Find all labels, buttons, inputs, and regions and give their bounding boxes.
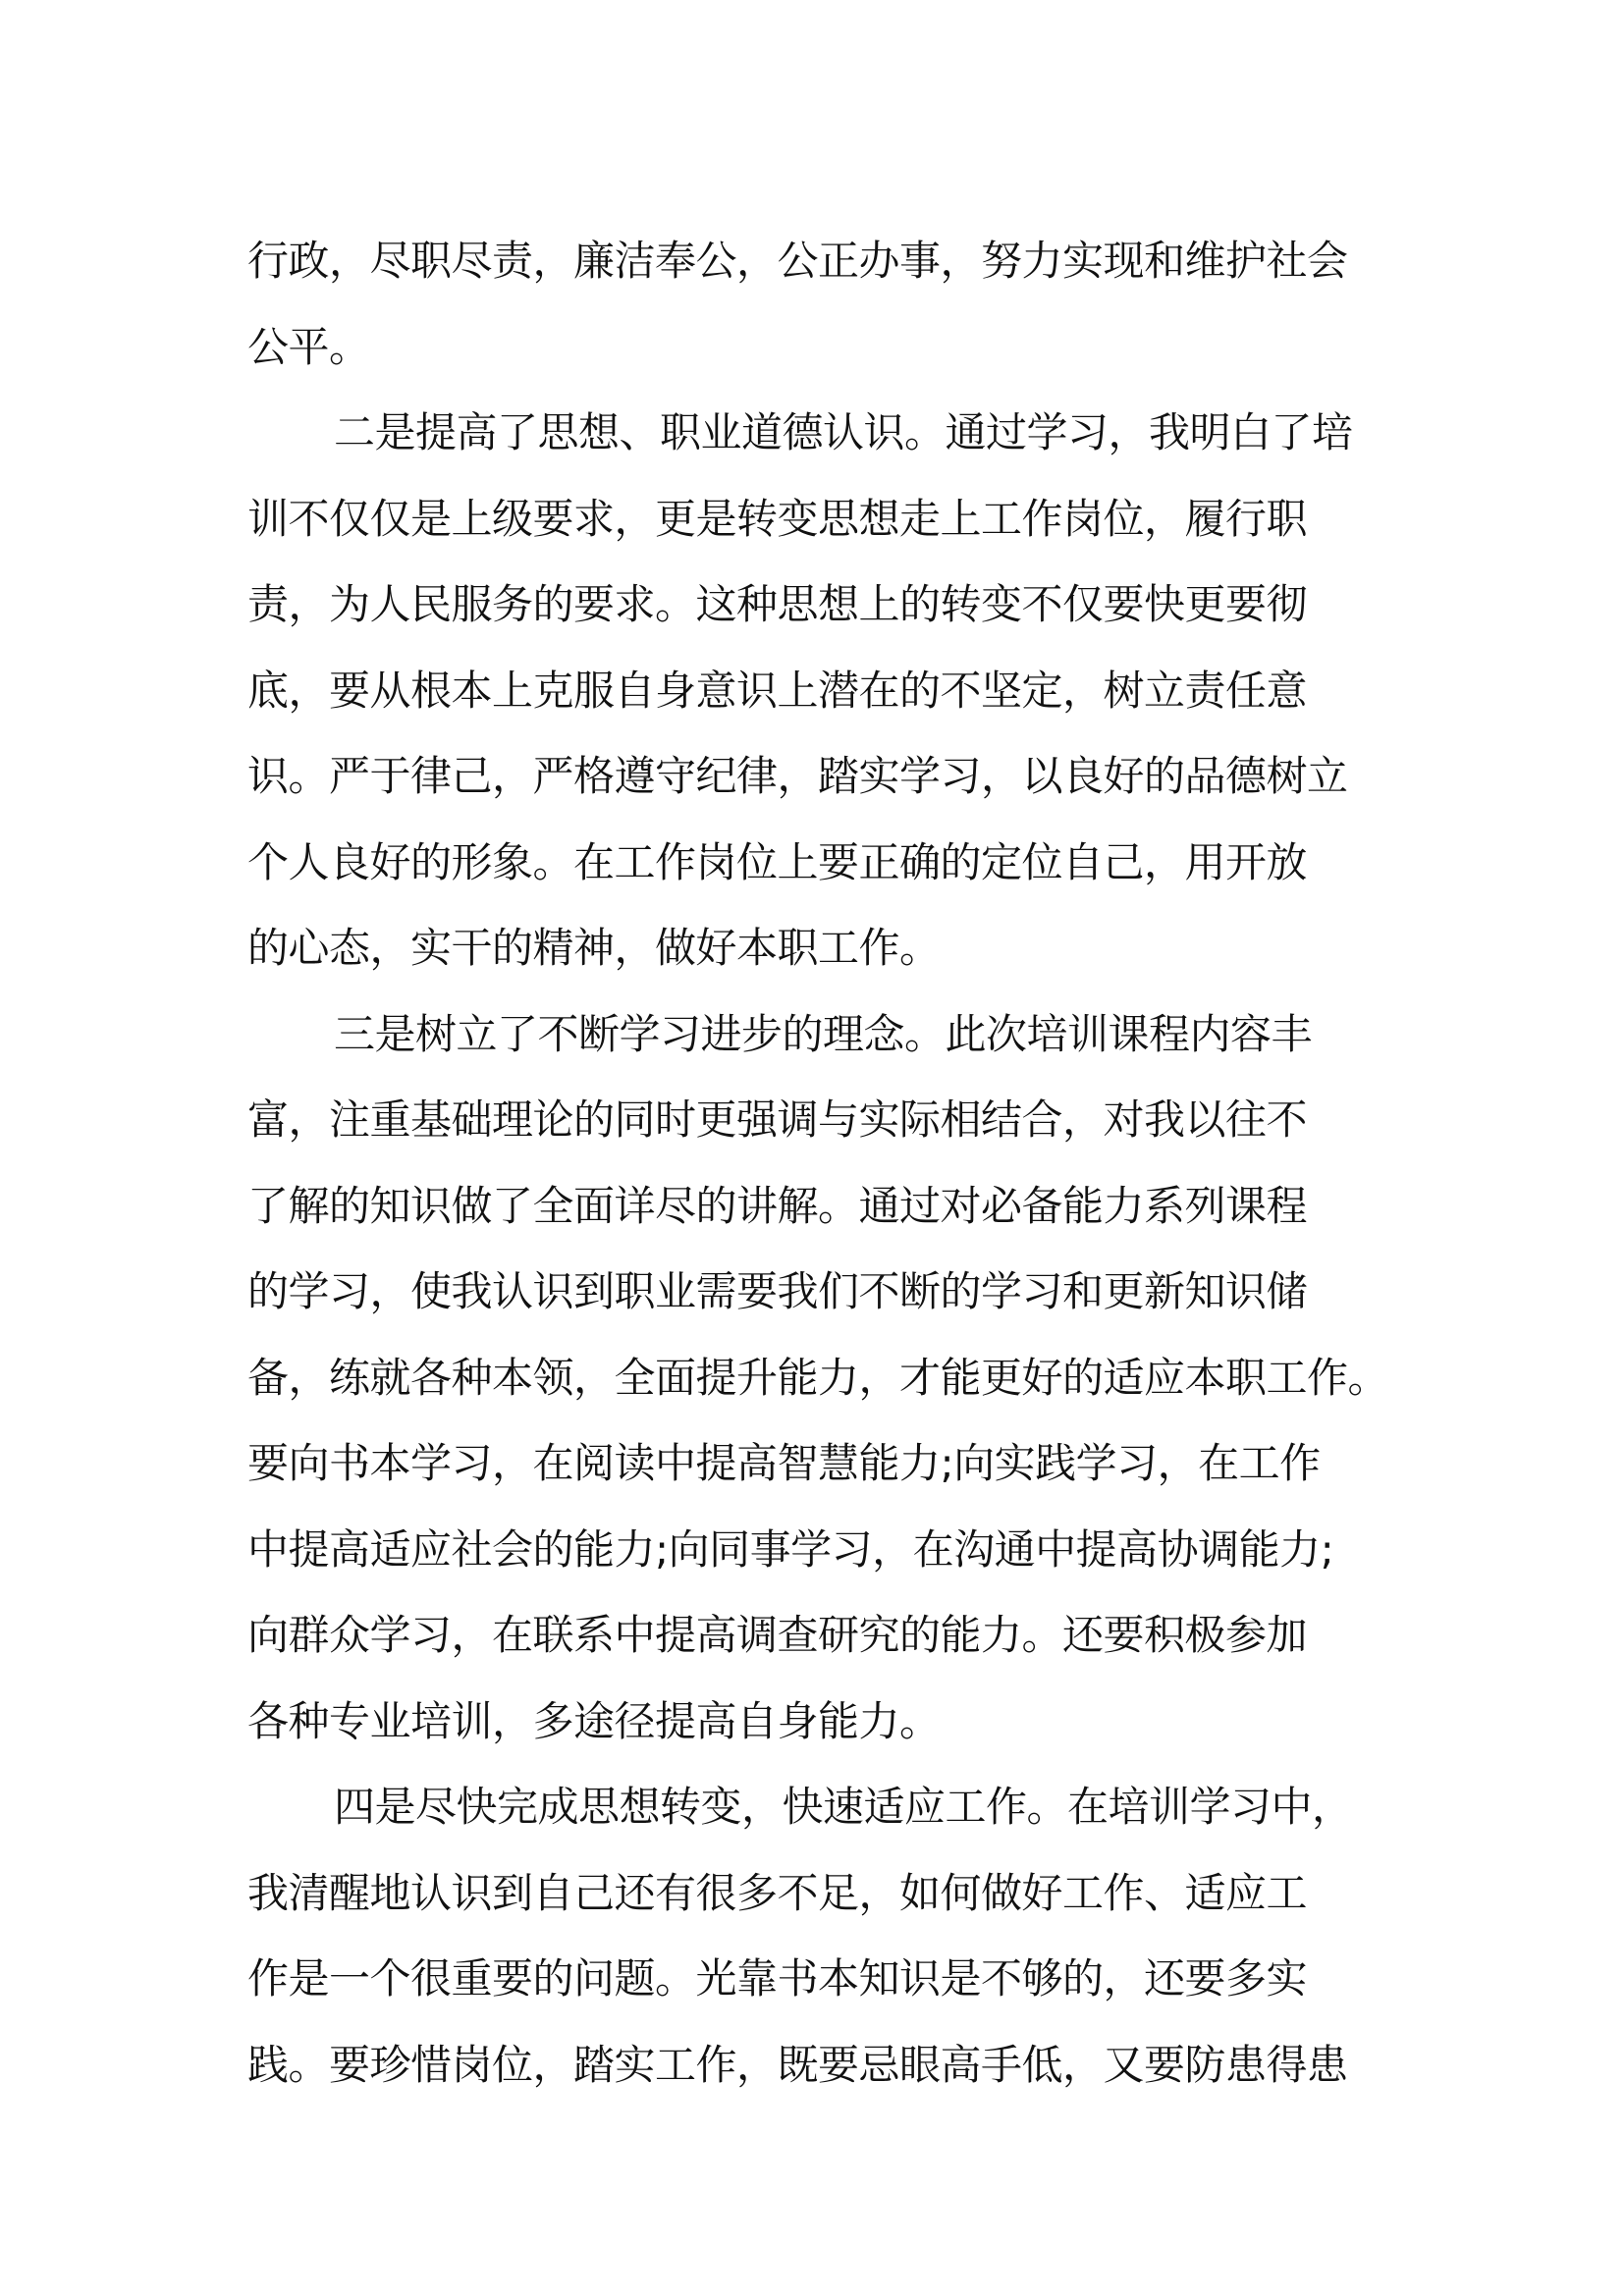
text-line: 践。要珍惜岗位，踏实工作，既要忌眼高手低，又要防患得患: [247, 2040, 1348, 2089]
paragraph-start-line: 四是尽快完成思想转变，快速适应工作。在培训学习中，: [334, 1783, 1353, 1831]
text-line: 备，练就各种本领，全面提升能力，才能更好的适应本职工作。: [247, 1353, 1389, 1402]
paragraph-start-line: 三是树立了不断学习进步的理念。此次培训课程内容丰: [334, 1009, 1313, 1058]
text-line: 底，要从根本上克服自身意识上潜在的不坚定，树立责任意: [247, 666, 1308, 715]
text-line: 富，注重基础理论的同时更强调与实际相结合，对我以往不: [247, 1095, 1308, 1144]
text-line: 作是一个很重要的问题。光靠书本知识是不够的，还要多实: [247, 1954, 1308, 2002]
text-line: 责，为人民服务的要求。这种思想上的转变不仅要快更要彻: [247, 580, 1308, 628]
text-line: 训不仅仅是上级要求，更是转变思想走上工作岗位，履行职: [247, 494, 1308, 543]
text-line: 的学习，使我认识到职业需要我们不断的学习和更新知识储: [247, 1267, 1308, 1315]
text-line: 公平。: [247, 322, 370, 371]
text-line: 了解的知识做了全面详尽的讲解。通过对必备能力系列课程: [247, 1181, 1308, 1230]
text-line: 要向书本学习，在阅读中提高智慧能力;向实践学习，在工作: [247, 1439, 1321, 1487]
text-line: 我清醒地认识到自己还有很多不足，如何做好工作、适应工: [247, 1868, 1308, 1917]
text-line: 中提高适应社会的能力;向同事学习，在沟通中提高协调能力;: [247, 1524, 1334, 1574]
text-line: 向群众学习，在联系中提高调查研究的能力。还要积极参加: [247, 1611, 1308, 1659]
text-line: 的心态，实干的精神，做好本职工作。: [247, 924, 941, 972]
text-line: 个人良好的形象。在工作岗位上要正确的定位自己，用开放: [247, 837, 1308, 886]
text-line: 行政，尽职尽责，廉洁奉公，公正办事，努力实现和维护社会: [247, 237, 1348, 285]
paragraph-start-line: 二是提高了思想、职业道德认识。通过学习，我明白了培: [334, 408, 1353, 456]
body-text: [247, 218, 1396, 2108]
text-line: 识。严于律己，严格遵守纪律，踏实学习，以良好的品德树立: [247, 752, 1348, 800]
text-line: 各种专业培训，多途径提高自身能力。: [247, 1696, 941, 1745]
